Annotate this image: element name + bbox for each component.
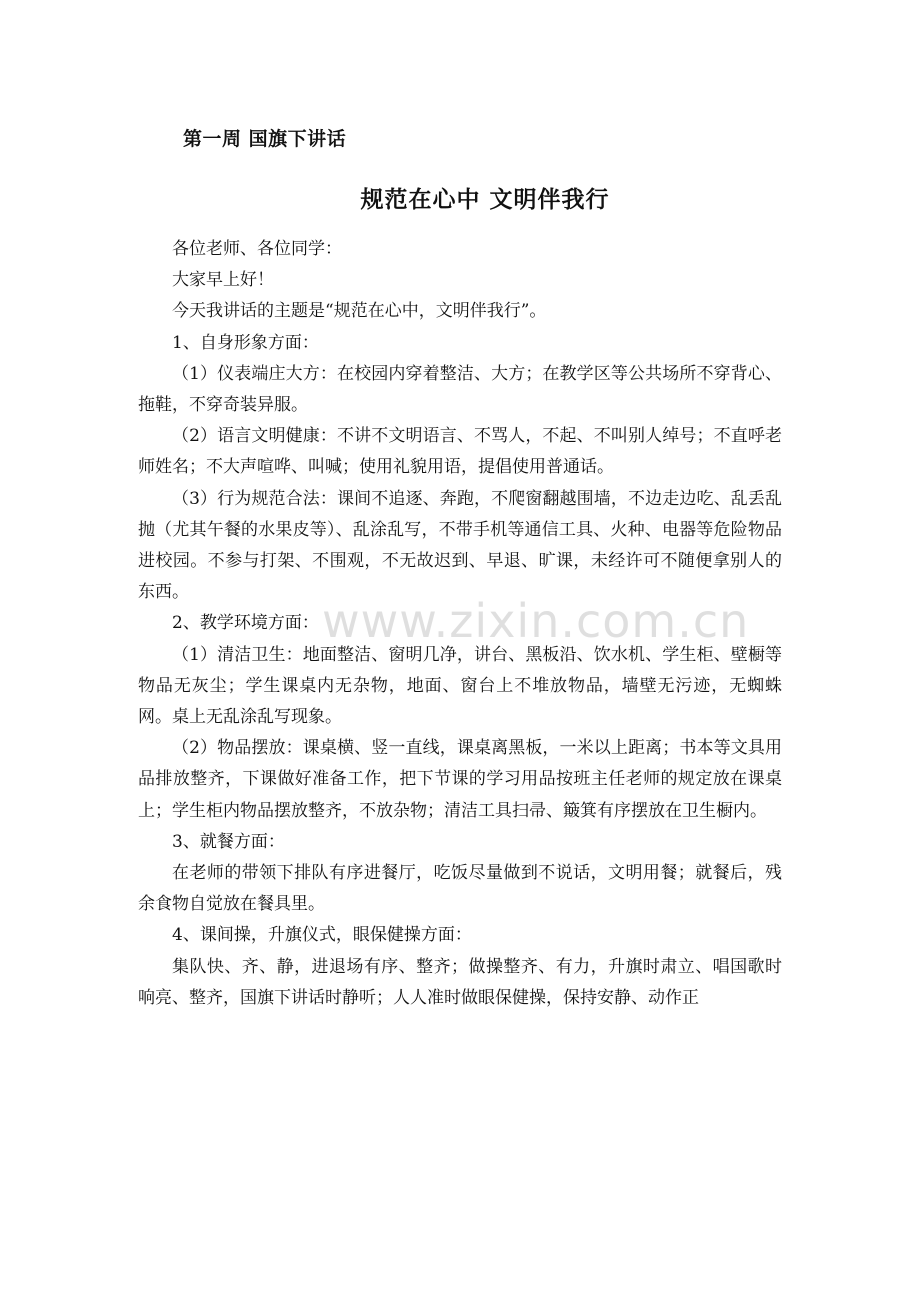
speech-body bbox=[138, 234, 782, 1014]
section-3-text: 在老师的带领下排队有序进餐厅，吃饭尽量做到不说话，文明用餐；就餐后，残余食物自觉放在餐具里。 bbox=[138, 863, 782, 915]
topic-intro: 今天我讲话的主题是“规范在心中，文明伴我行”。 bbox=[172, 301, 547, 322]
section-1-item-1: （1）仪表端庄大方：在校园内穿着整洁、大方；在教学区等公共场所不穿背心、拖鞋，不穿奇装异服。 bbox=[138, 363, 782, 416]
section-4-text: 集队快、齐、静，进退场有序、整齐；做操整齐、有力，升旗时肃立、唱国歌时响亮、整齐，国旗下讲话时静听；人人准时做眼保健操，保持安静、动作正 bbox=[138, 956, 782, 1008]
section-2-heading: 2、教学环境方面： bbox=[172, 613, 319, 634]
section-2-item-2: （2）物品摆放：课桌横、竖一直线，课桌离黑板，一米以上距离；书本等文具用品排放整齐，下课做好准备工作，把下节课的学习用品按班主任老师的规定放在课桌上；学生柜内物品摆放整齐，不放杂物；清洁工具扫帚、簸箕有序摆放在卫生橱内。 bbox=[138, 738, 782, 821]
section-4-heading: 4、课间操，升旗仪式，眼保健操方面： bbox=[172, 925, 472, 946]
section-1-item-2: （2）语言文明健康：不讲不文明语言、不骂人，不起、不叫别人绰号；不直呼老师姓名；不大声喧哗、叫喊；使用礼貌用语，提倡使用普通话。 bbox=[138, 426, 782, 478]
greeting: 各位老师、各位同学： bbox=[172, 239, 342, 259]
week-heading: 第一周 国旗下讲话 bbox=[183, 128, 347, 150]
site-watermark: www.zixin.com.cn bbox=[322, 594, 750, 648]
morning-greeting: 大家早上好！ bbox=[172, 270, 274, 291]
section-1-heading: 1、自身形象方面： bbox=[172, 332, 319, 353]
section-3-heading: 3、就餐方面： bbox=[172, 831, 285, 852]
section-1-item-3: （3）行为规范合法：课间不追逐、奔跑，不爬窗翻越围墙，不边走边吃、乱丢乱抛（尤其午餐的水果皮等）、乱涂乱写，不带手机等通信工具、火种、电器等危险物品进校园。不参与打架、不围观，不无故迟到、早退、旷课，未经许可不随便拿别人的东西。 bbox=[138, 488, 782, 603]
speech-title: 规范在心中 文明伴我行 bbox=[360, 187, 610, 213]
section-2-item-1: （1）清洁卫生：地面整洁、窗明几净，讲台、黑板沿、饮水机、学生柜、壁橱等物品无灰尘；学生课桌内无杂物，地面、窗台上不堆放物品，墙壁无污迹，无蜘蛛网。桌上无乱涂乱写现象。 bbox=[138, 644, 782, 728]
